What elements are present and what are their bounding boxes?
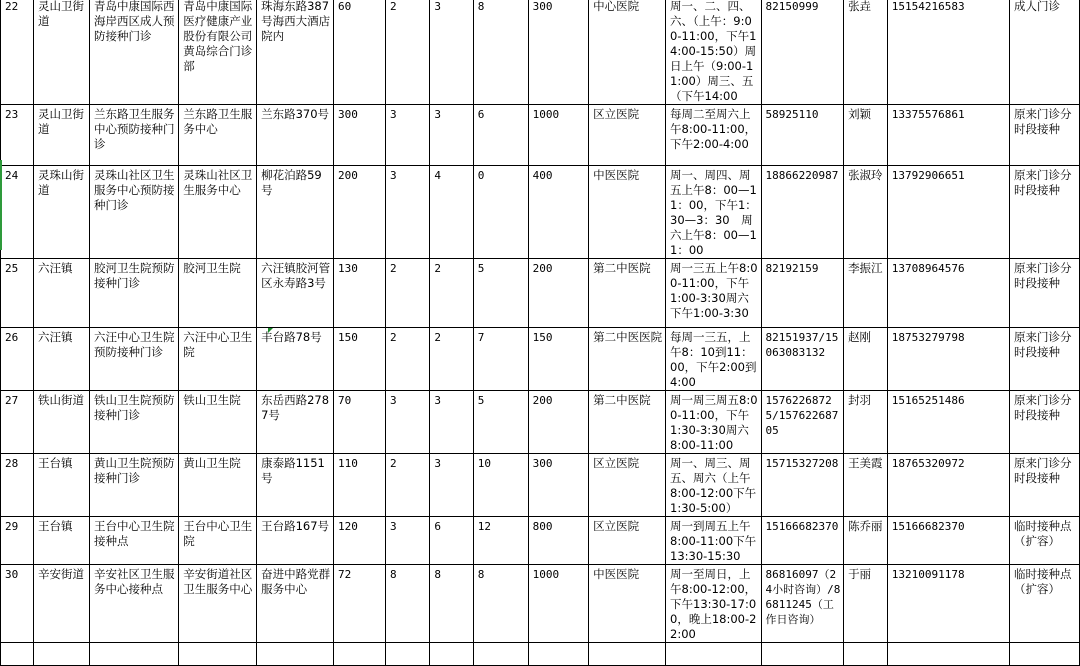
cell-c8[interactable]: 5	[473, 391, 528, 454]
cell-mobile[interactable]: 15154216583	[887, 0, 1009, 105]
cell-c5[interactable]: 70	[334, 391, 386, 454]
cell-hours[interactable]: 周一三五上午8:00-11:00，下午1:00-3:30周六下午1:00-3:30	[666, 259, 762, 328]
cell-phone[interactable]: 18866220987	[761, 166, 844, 259]
cell-empty[interactable]	[1, 643, 34, 666]
cell-empty[interactable]	[666, 643, 762, 666]
cell-contact[interactable]: 赵刚	[844, 328, 888, 391]
cell-clinic[interactable]: 胶河卫生院预防接种门诊	[89, 259, 178, 328]
cell-empty[interactable]	[1009, 643, 1079, 666]
cell-hospital[interactable]: 中医医院	[589, 565, 666, 643]
cell-c8[interactable]: 8	[473, 0, 528, 105]
cell-c8[interactable]: 12	[473, 517, 528, 565]
cell-no[interactable]: 22	[1, 0, 34, 105]
cell-no[interactable]: 24	[1, 166, 34, 259]
cell-phone[interactable]: 86816097（24小时咨询）/86811245（工作日咨询）	[761, 565, 844, 643]
cell-contact[interactable]: 张垚	[844, 0, 888, 105]
cell-empty[interactable]	[887, 643, 1009, 666]
cell-contact[interactable]: 李振江	[844, 259, 888, 328]
cell-hospital[interactable]: 第二中医院	[589, 391, 666, 454]
cell-mobile[interactable]: 13792906651	[887, 166, 1009, 259]
cell-clinic[interactable]: 王台中心卫生院接种点	[89, 517, 178, 565]
cell-org[interactable]: 胶河卫生院	[179, 259, 257, 328]
cell-org[interactable]: 青岛中康国际医疗健康产业股份有限公司黄岛综合门诊部	[179, 0, 257, 105]
cell-phone[interactable]: 15715327208	[761, 454, 844, 517]
cell-hospital[interactable]: 第二中医医院	[589, 328, 666, 391]
cell-clinic[interactable]: 辛安社区卫生服务中心接种点	[89, 565, 178, 643]
cell-c5[interactable]: 150	[334, 328, 386, 391]
cell-empty[interactable]	[761, 643, 844, 666]
cell-c6[interactable]: 8	[385, 565, 429, 643]
cell-address[interactable]: 东岳西路2787号	[257, 391, 334, 454]
cell-hours[interactable]: 周一、周四、周五上午8：00—11：00，下午1：30—3：30 周六上午8：00—11：00	[666, 166, 762, 259]
cell-hours[interactable]: 周一到周五上午8:00-11:00下午13:30-15:30	[666, 517, 762, 565]
cell-empty[interactable]	[89, 643, 178, 666]
cell-empty[interactable]	[589, 643, 666, 666]
cell-c9[interactable]: 300	[528, 0, 589, 105]
cell-c7[interactable]: 3	[430, 105, 473, 166]
cell-empty[interactable]	[385, 643, 429, 666]
table-body	[1, 0, 1080, 666]
cell-note[interactable]: 临时接种点（扩容）	[1009, 517, 1079, 565]
cell-note[interactable]: 原来门诊分时段接种	[1009, 166, 1079, 259]
cell-contact[interactable]: 封羽	[844, 391, 888, 454]
cell-empty[interactable]	[334, 643, 386, 666]
cell-note[interactable]: 原来门诊分时段接种	[1009, 328, 1079, 391]
table-row	[1, 105, 1080, 166]
cell-org[interactable]: 辛安街道社区卫生服务中心	[179, 565, 257, 643]
cell-c9[interactable]: 400	[528, 166, 589, 259]
cell-clinic[interactable]: 黄山卫生院预防接种门诊	[89, 454, 178, 517]
table-row-partial	[1, 643, 1080, 666]
cell-c5[interactable]: 60	[334, 0, 386, 105]
cell-note[interactable]: 原来门诊分时段接种	[1009, 391, 1079, 454]
cell-contact[interactable]: 于丽	[844, 565, 888, 643]
cell-note[interactable]: 临时接种点（扩容）	[1009, 565, 1079, 643]
cell-contact[interactable]: 王美霞	[844, 454, 888, 517]
cell-c8[interactable]: 10	[473, 454, 528, 517]
cell-c9[interactable]: 1000	[528, 565, 589, 643]
table-row	[1, 259, 1080, 328]
cell-org[interactable]: 灵珠山社区卫生服务中心	[179, 166, 257, 259]
cell-note[interactable]: 原来门诊分时段接种	[1009, 259, 1079, 328]
cell-empty[interactable]	[257, 643, 334, 666]
cell-clinic[interactable]: 铁山卫生院预防接种门诊	[89, 391, 178, 454]
cell-c6[interactable]: 3	[385, 166, 429, 259]
cell-c7[interactable]: 3	[430, 454, 473, 517]
cell-street[interactable]: 六汪镇	[33, 328, 89, 391]
cell-mobile[interactable]: 13708964576	[887, 259, 1009, 328]
cell-clinic[interactable]: 青岛中康国际西海岸西区成人预防接种门诊	[89, 0, 178, 105]
cell-address[interactable]: 王台路167号	[257, 517, 334, 565]
cell-note[interactable]: 原来门诊分时段接种	[1009, 454, 1079, 517]
cell-address[interactable]: 康泰路1151号	[257, 454, 334, 517]
table-row	[1, 517, 1080, 565]
cell-mobile[interactable]: 18765320972	[887, 454, 1009, 517]
cell-c5[interactable]: 120	[334, 517, 386, 565]
cell-c9[interactable]: 150	[528, 328, 589, 391]
cell-comment-indicator-icon	[268, 328, 273, 333]
cell-no[interactable]: 26	[1, 328, 34, 391]
cell-c7[interactable]: 4	[430, 166, 473, 259]
cell-address[interactable]: 兰东路370号	[257, 105, 334, 166]
cell-c7[interactable]: 2	[430, 259, 473, 328]
cell-phone[interactable]: 82150999	[761, 0, 844, 105]
cell-address[interactable]: 奋进中路党群服务中心	[257, 565, 334, 643]
cell-c9[interactable]: 800	[528, 517, 589, 565]
cell-clinic[interactable]: 兰东路卫生服务中心预防接种门诊	[89, 105, 178, 166]
table-row	[1, 0, 1080, 105]
table-row	[1, 328, 1080, 391]
cell-empty[interactable]	[430, 643, 473, 666]
cell-hospital[interactable]: 中心医院	[589, 0, 666, 105]
cell-c6[interactable]: 3	[385, 105, 429, 166]
cell-c8[interactable]: 8	[473, 565, 528, 643]
cell-street[interactable]: 六汪镇	[33, 259, 89, 328]
cell-no[interactable]: 25	[1, 259, 34, 328]
cell-no[interactable]: 23	[1, 105, 34, 166]
cell-note[interactable]: 原来门诊分时段接种	[1009, 105, 1079, 166]
cell-clinic[interactable]: 灵珠山社区卫生服务中心预防接种门诊	[89, 166, 178, 259]
cell-c9[interactable]: 200	[528, 259, 589, 328]
cell-no[interactable]: 28	[1, 454, 34, 517]
cell-hospital[interactable]: 区立医院	[589, 454, 666, 517]
cell-empty[interactable]	[33, 643, 89, 666]
cell-c6[interactable]: 3	[385, 391, 429, 454]
cell-hours[interactable]: 每周二至周六上午8:00-11:00，下午2:00-4:00	[666, 105, 762, 166]
cell-hours[interactable]: 周一周三周五8:00-11:00，下午1:30-3:30周六8:00-11:00	[666, 391, 762, 454]
cell-address[interactable]: 六汪镇胶河管区永寿路3号	[257, 259, 334, 328]
cell-hours[interactable]: 周一、周三、周五、周六（上午8:00-12:00下午1:30-5:00）	[666, 454, 762, 517]
cell-hours[interactable]: 每周一三五，上午8：10到11：00，下午2:00到4:00	[666, 328, 762, 391]
cell-c9[interactable]: 300	[528, 454, 589, 517]
cell-clinic[interactable]: 六汪中心卫生院预防接种门诊	[89, 328, 178, 391]
cell-hours[interactable]: 周一、二、四、六、（上午：9:00-11:00，下午14:00-15:50）周日上午（9:00-11:00）周三、五（下午14:00	[666, 0, 762, 105]
cell-c5[interactable]: 130	[334, 259, 386, 328]
cell-phone[interactable]: 15166682370	[761, 517, 844, 565]
cell-c6[interactable]: 2	[385, 454, 429, 517]
cell-phone[interactable]: 82192159	[761, 259, 844, 328]
cell-phone[interactable]: 15762268725/15762268705	[761, 391, 844, 454]
cell-c8[interactable]: 6	[473, 105, 528, 166]
cell-street[interactable]: 铁山街道	[33, 391, 89, 454]
cell-street[interactable]: 王台镇	[33, 454, 89, 517]
cell-hospital[interactable]: 中医医院	[589, 166, 666, 259]
cell-org[interactable]: 王台中心卫生院	[179, 517, 257, 565]
cell-org[interactable]: 六汪中心卫生院	[179, 328, 257, 391]
cell-mobile[interactable]: 15165251486	[887, 391, 1009, 454]
cell-address[interactable]: 丰台路78号	[257, 328, 334, 391]
cell-street[interactable]: 灵珠山街道	[33, 166, 89, 259]
cell-hospital[interactable]: 第二中医院	[589, 259, 666, 328]
cell-empty[interactable]	[844, 643, 888, 666]
cell-hospital[interactable]: 区立医院	[589, 517, 666, 565]
row-selection-marker	[0, 160, 2, 250]
cell-street[interactable]: 王台镇	[33, 517, 89, 565]
table-row	[1, 565, 1080, 643]
cell-c6[interactable]: 2	[385, 0, 429, 105]
cell-no[interactable]: 29	[1, 517, 34, 565]
cell-contact[interactable]: 张淑玲	[844, 166, 888, 259]
cell-hours[interactable]: 周一至周日，上午8:00-12:00，下午13:30-17:00，晚上18:00-22:00	[666, 565, 762, 643]
cell-c7[interactable]: 3	[430, 0, 473, 105]
cell-c6[interactable]: 2	[385, 328, 429, 391]
cell-street[interactable]: 灵山卫街道	[33, 0, 89, 105]
cell-org[interactable]: 铁山卫生院	[179, 391, 257, 454]
cell-c6[interactable]: 3	[385, 517, 429, 565]
cell-contact[interactable]: 陈乔丽	[844, 517, 888, 565]
table-row	[1, 391, 1080, 454]
table-row	[1, 166, 1080, 259]
cell-contact[interactable]: 刘颖	[844, 105, 888, 166]
cell-c7[interactable]: 2	[430, 328, 473, 391]
cell-org[interactable]: 兰东路卫生服务中心	[179, 105, 257, 166]
cell-c8[interactable]: 0	[473, 166, 528, 259]
cell-address[interactable]: 柳花泊路59号	[257, 166, 334, 259]
cell-c8[interactable]: 7	[473, 328, 528, 391]
cell-mobile[interactable]: 13375576861	[887, 105, 1009, 166]
cell-street[interactable]: 辛安街道	[33, 565, 89, 643]
cell-empty[interactable]	[528, 643, 589, 666]
cell-c8[interactable]: 5	[473, 259, 528, 328]
cell-mobile[interactable]: 15166682370	[887, 517, 1009, 565]
cell-empty[interactable]	[473, 643, 528, 666]
cell-no[interactable]: 30	[1, 565, 34, 643]
cell-no[interactable]: 27	[1, 391, 34, 454]
cell-c5[interactable]: 200	[334, 166, 386, 259]
cell-phone[interactable]: 82151937/15063083132	[761, 328, 844, 391]
cell-empty[interactable]	[179, 643, 257, 666]
table-row	[1, 454, 1080, 517]
cell-mobile[interactable]: 13210091178	[887, 565, 1009, 643]
cell-c7[interactable]: 3	[430, 391, 473, 454]
cell-note[interactable]: 成人门诊	[1009, 0, 1079, 105]
cell-mobile[interactable]: 18753279798	[887, 328, 1009, 391]
cell-c5[interactable]: 300	[334, 105, 386, 166]
cell-phone[interactable]: 58925110	[761, 105, 844, 166]
cell-address[interactable]: 珠海东路387号海西大酒店院内	[257, 0, 334, 105]
cell-c7[interactable]: 8	[430, 565, 473, 643]
cell-c9[interactable]: 200	[528, 391, 589, 454]
cell-c5[interactable]: 72	[334, 565, 386, 643]
cell-street[interactable]: 灵山卫街道	[33, 105, 89, 166]
cell-c9[interactable]: 1000	[528, 105, 589, 166]
cell-c7[interactable]: 6	[430, 517, 473, 565]
cell-hospital[interactable]: 区立医院	[589, 105, 666, 166]
cell-c6[interactable]: 2	[385, 259, 429, 328]
cell-c5[interactable]: 110	[334, 454, 386, 517]
cell-org[interactable]: 黄山卫生院	[179, 454, 257, 517]
